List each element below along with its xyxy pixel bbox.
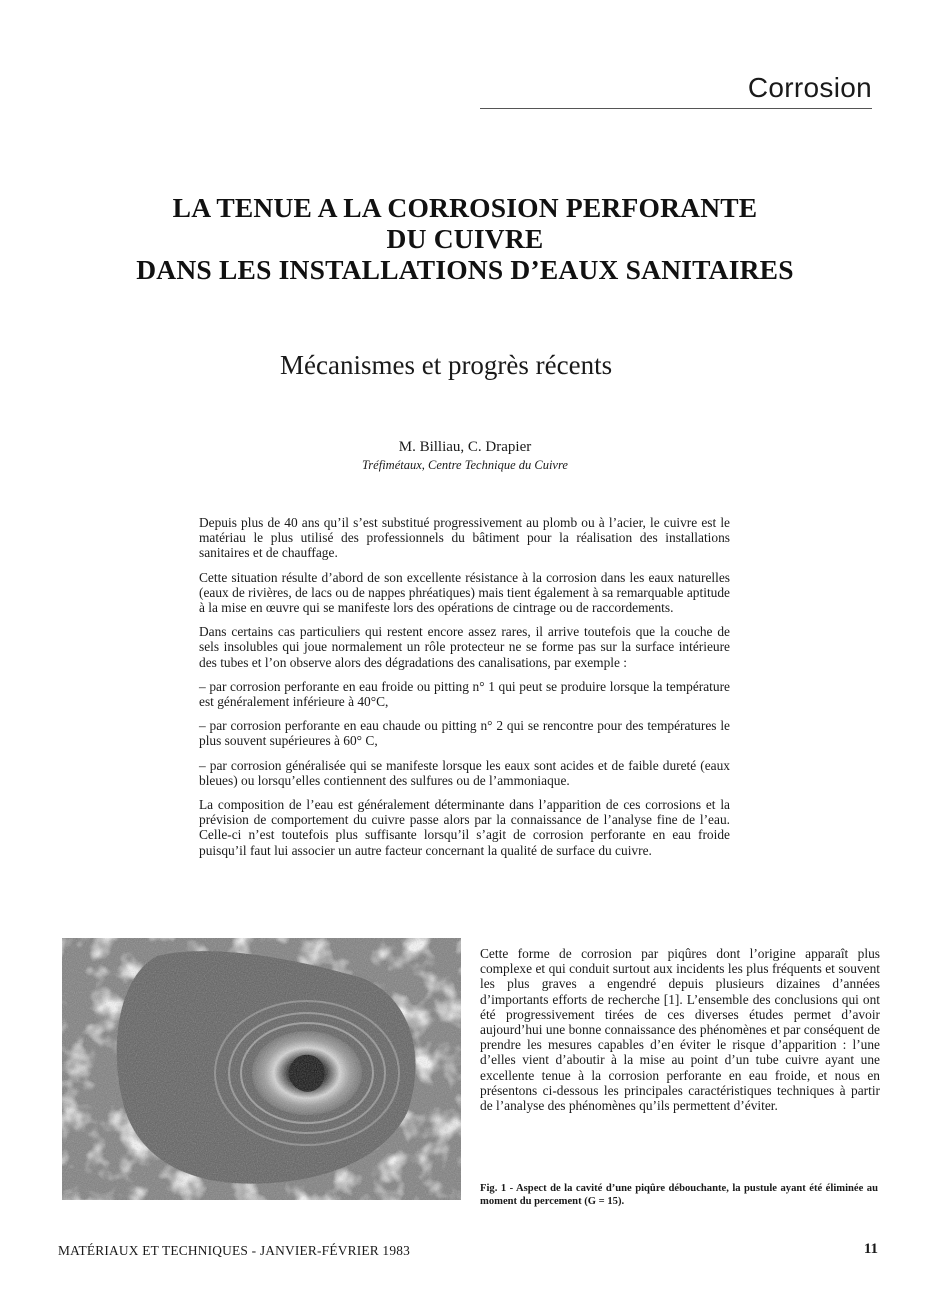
intro-list-item-2: – par corrosion perforante en eau chaude ou pitting n° 2 qui se rencontre pour des températures le plus souvent supérieures à 60° C, (199, 718, 730, 749)
section-label: Corrosion (747, 72, 872, 103)
title-line-2: DU CUIVRE (386, 223, 544, 254)
intro-paragraph-4: La composition de l’eau est généralement déterminante dans l’apparition de ces corrosions et la prévision de comportement du cuivre passe alors par la connaissance de l’analyse fine de l’eau. Celle-ci n’est toutefois plus suffisante lorsqu’il s’agit de corrosion perforante en eau froide puisqu’il faut lui associer un autre facteur concernant la qualité de surface du cuivre. (199, 797, 730, 858)
author-affiliation: Tréfimétaux, Centre Technique du Cuivre (362, 458, 568, 472)
page-number: 11 (863, 1241, 878, 1257)
micrograph-icon (62, 938, 461, 1200)
right-column-paragraph: Cette forme de corrosion par piqûres dont l’origine apparaît plus complexe et qui conduit surtout aux incidents les plus fréquents et souvent les plus graves a engendré depuis plusieurs dizaines d’années d’importants efforts de recherche [1]. L’ensemble des conclusions qui ont été progressivement tirées de ces diverses études permet d’avoir aujourd’hui une bonne connaissance des phénomènes et par conséquent de prendre les mesures capables d’en éviter le risque d’apparition : l’une d’elles vient d’aboutir à la mise au point d’un tube cuivre ayant une excellente tenue à la corrosion perforante en eau froide, et nous en présentons ci-dessous les principales caractéristiques techniques à partir de l’analyse des phénomènes qu’ils permettent d’éviter. (480, 946, 880, 1114)
intro-list-item-3: – par corrosion généralisée qui se manifeste lorsque les eaux sont acides et de faible dureté (eaux bleues) ou lorsqu’elles contiennent des sulfures ou de l’ammoniaque. (199, 757, 730, 788)
title-line-1: LA TENUE A LA CORROSION PERFORANTE (172, 192, 758, 223)
author-block (200, 438, 730, 474)
author-names: M. Billiau, C. Drapier (398, 439, 532, 455)
introduction-text (199, 515, 730, 867)
article-title (60, 192, 870, 285)
intro-list-item-1: – par corrosion perforante en eau froide ou pitting n° 1 qui peut se produire lorsque la température est généralement inférieure à 40°C, (199, 678, 730, 710)
intro-paragraph-1: Depuis plus de 40 ans qu’il s’est substitué progressivement au plomb ou à l’acier, le cuivre est le matériau le plus utilisé des professionnels du bâtiment pour la réalisation des installations sanitaires et de chauffage. (199, 515, 730, 561)
footer-journal: MATÉRIAUX ET TECHNIQUES - JANVIER-FÉVRIER 1983 (58, 1243, 411, 1258)
title-line-3: DANS LES INSTALLATIONS D’EAUX SANITAIRES (136, 254, 794, 285)
intro-paragraph-3: Dans certains cas particuliers qui restent encore assez rares, il arrive toutefois que la couche de sels insolubles qui joue normalement un rôle protecteur ne se forme pas sur la surface intérieure des tubes et l’on observe alors des dégradations des canalisations, par exemple : (199, 624, 730, 670)
article-subtitle: Mécanismes et progrès récents (280, 350, 613, 380)
right-column-text (480, 946, 880, 1113)
micrograph-image (62, 938, 461, 1200)
header-rule (480, 108, 872, 109)
figure-caption: Fig. 1 - Aspect de la cavité d’une piqûre débouchante, la pustule ayant été éliminée au moment du percement (G = 15). (480, 1183, 878, 1207)
intro-paragraph-2: Cette situation résulte d’abord de son excellente résistance à la corrosion dans les eaux naturelles (eaux de rivières, de lacs ou de nappes phréatiques) mais tient également à sa remarquable aptitude à la mise en œuvre qui se manifeste lors des opérations de cintrage ou de raccordements. (199, 569, 730, 616)
